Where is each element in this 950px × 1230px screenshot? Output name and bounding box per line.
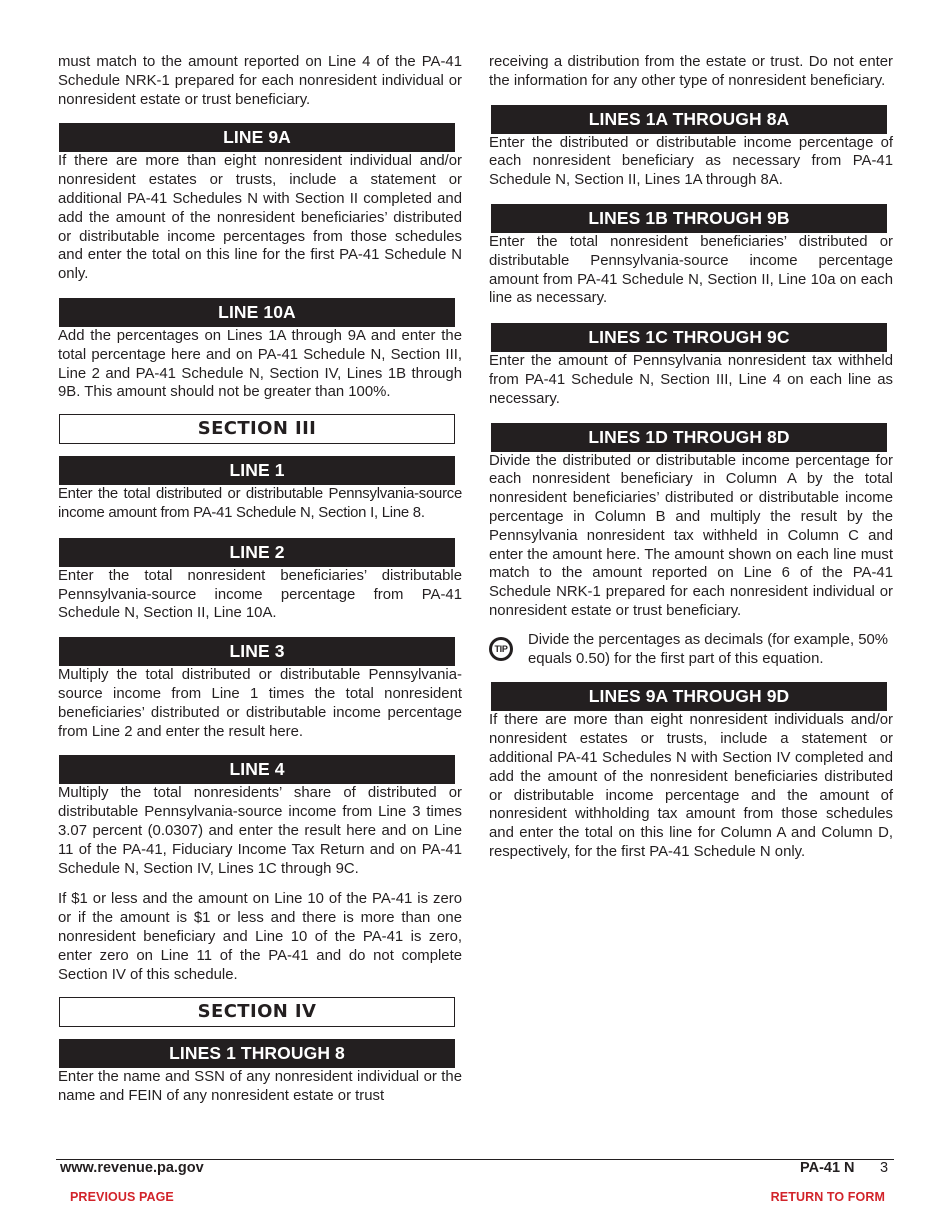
tip-callout xyxy=(489,631,893,669)
heading-line-10a: LINE 10A xyxy=(59,298,455,327)
paragraph-line-1: Enter the total distributed or distributable Pennsylvania-source income amount from PA-41 Schedule N, Section I, Line 8. xyxy=(58,486,462,521)
heading-lines-1-through-8: LINES 1 THROUGH 8 xyxy=(59,1039,455,1068)
paragraph-lines-1-through-8: Enter the name and SSN of any nonresident individual or the name and FEIN of any nonresident estate or trust xyxy=(58,1069,462,1105)
paragraph-line-3: Multiply the total distributed or distributable Pennsylvania-source income from Line 1 times the total nonresident beneficiaries’ distributed or distributable income percentage from Line 2 and enter the result here. xyxy=(58,667,462,740)
heading-lines-9a-through-9d: LINES 9A THROUGH 9D xyxy=(491,682,887,711)
right-column xyxy=(489,53,893,862)
return-to-form-link[interactable]: RETURN TO FORM xyxy=(770,1190,885,1204)
heading-section-4: SECTION IV xyxy=(59,997,455,1027)
heading-line-3: LINE 3 xyxy=(59,637,455,666)
paragraph-line-10a: Add the percentages on Lines 1A through 9A and enter the total percentage here and on PA-41 Schedule N, Section III, Line 2 and PA-41 Schedule N, Section IV, Lines 1B through 9B. This amount should not be greater than 100%. xyxy=(58,327,462,401)
footer-website: www.revenue.pa.gov xyxy=(60,1160,204,1176)
heading-lines-1a-through-8a: LINES 1A THROUGH 8A xyxy=(491,105,887,134)
heading-line-2: LINE 2 xyxy=(59,538,455,567)
heading-line-1: LINE 1 xyxy=(59,456,455,485)
continuation-paragraph-right: receiving a distribution from the estate or trust. Do not enter the information for any other type of nonresident beneficiary. xyxy=(489,54,893,89)
continuation-paragraph: must match to the amount reported on Line 4 of the PA-41 Schedule NRK-1 prepared for each nonresident individual or nonresident estate or trust beneficiary. xyxy=(58,54,462,108)
heading-section-3: SECTION III xyxy=(59,414,455,444)
heading-line-9a: LINE 9A xyxy=(59,123,455,152)
left-column xyxy=(58,53,462,1106)
tip-text: Divide the percentages as decimals (for example, 50% equals 0.50) for the first part of this equation. xyxy=(528,631,889,667)
heading-lines-1c-through-9c: LINES 1C THROUGH 9C xyxy=(491,323,887,352)
tip-icon xyxy=(489,637,513,661)
paragraph-line-4-a: Multiply the total nonresidents’ share of distributed or distributable Pennsylvania-source income from Line 3 times 3.07 percent (0.0307) and enter the result here and on Line 11 of the PA-41, Fiduciary Income Tax Return and on PA-41 Schedule N, Section IV, Lines 1C through 9C. xyxy=(58,785,462,877)
previous-page-link[interactable]: PREVIOUS PAGE xyxy=(70,1190,174,1204)
paragraph-lines-1c-through-9c: Enter the amount of Pennsylvania nonresident tax withheld from PA-41 Schedule N, Section III, Line 4 on each line as necessary. xyxy=(489,353,893,407)
tip-icon-label: TIP xyxy=(492,640,510,658)
paragraph-lines-1a-through-8a: Enter the distributed or distributable income percentage of each nonresident beneficiary as necessary from PA-41 Schedule N, Section II, Lines 1A through 8A. xyxy=(489,134,893,189)
paragraph-lines-1d-through-8d: Divide the distributed or distributable income percentage for each nonresident beneficiary in Column A by the total nonresident beneficiaries’ distributed or distributable income percentage in Column B and multiply the result by the Pennsylvania nonresident tax withheld in Column C and enter the amount here. The amount shown on each line must match to the amount reported on Line 6 of the PA-41 Schedule NRK-1 prepared for each nonresident individual or nonresident estate or trust beneficiary. xyxy=(489,452,893,619)
footer-form-name: PA-41 N xyxy=(800,1160,855,1176)
heading-lines-1b-through-9b: LINES 1B THROUGH 9B xyxy=(491,204,887,233)
paragraph-lines-1b-through-9b: Enter the total nonresident beneficiaries’ distributed or distributable Pennsylvania-source income percentage amount from PA-41 Schedule N, Section II, Line 10a on each line as necessary. xyxy=(489,233,893,307)
footer-page-number: 3 xyxy=(880,1160,889,1176)
paragraph-line-9a: If there are more than eight nonresident individual and/or nonresident estates or trusts, include a statement or additional PA-41 Schedules N with Section II completed and add the amount of the nonresident beneficiaries’ distributed or distributable income percentages from those schedules and enter the total on this line for the first PA-41 Schedule N only. xyxy=(58,153,462,283)
heading-lines-1d-through-8d: LINES 1D THROUGH 8D xyxy=(491,423,887,452)
paragraph-line-4-b: If $1 or less and the amount on Line 10 of the PA-41 is zero or if the amount is $1 or less and there is more than one nonresident beneficiary and Line 10 of the PA-41 is zero, enter zero on Line 11 of the PA-41 and do not complete Section IV of this schedule. xyxy=(58,891,462,983)
heading-line-4: LINE 4 xyxy=(59,755,455,784)
paragraph-line-2: Enter the total nonresident beneficiaries’ distributable Pennsylvania-source income percentage from PA-41 Schedule N, Section II, Line 10A. xyxy=(58,567,462,622)
paragraph-lines-9a-through-9d: If there are more than eight nonresident individuals and/or nonresident estates or trusts, include a statement or additional PA-41 Schedules N with Section IV completed and add the amount of the nonresident beneficiaries distributed or distributable income percentage and the amount of nonresident withholding tax amount from those schedules and enter the total on this line for Column A and Column D, respectively, for the first PA-41 Schedule N only. xyxy=(489,712,893,860)
